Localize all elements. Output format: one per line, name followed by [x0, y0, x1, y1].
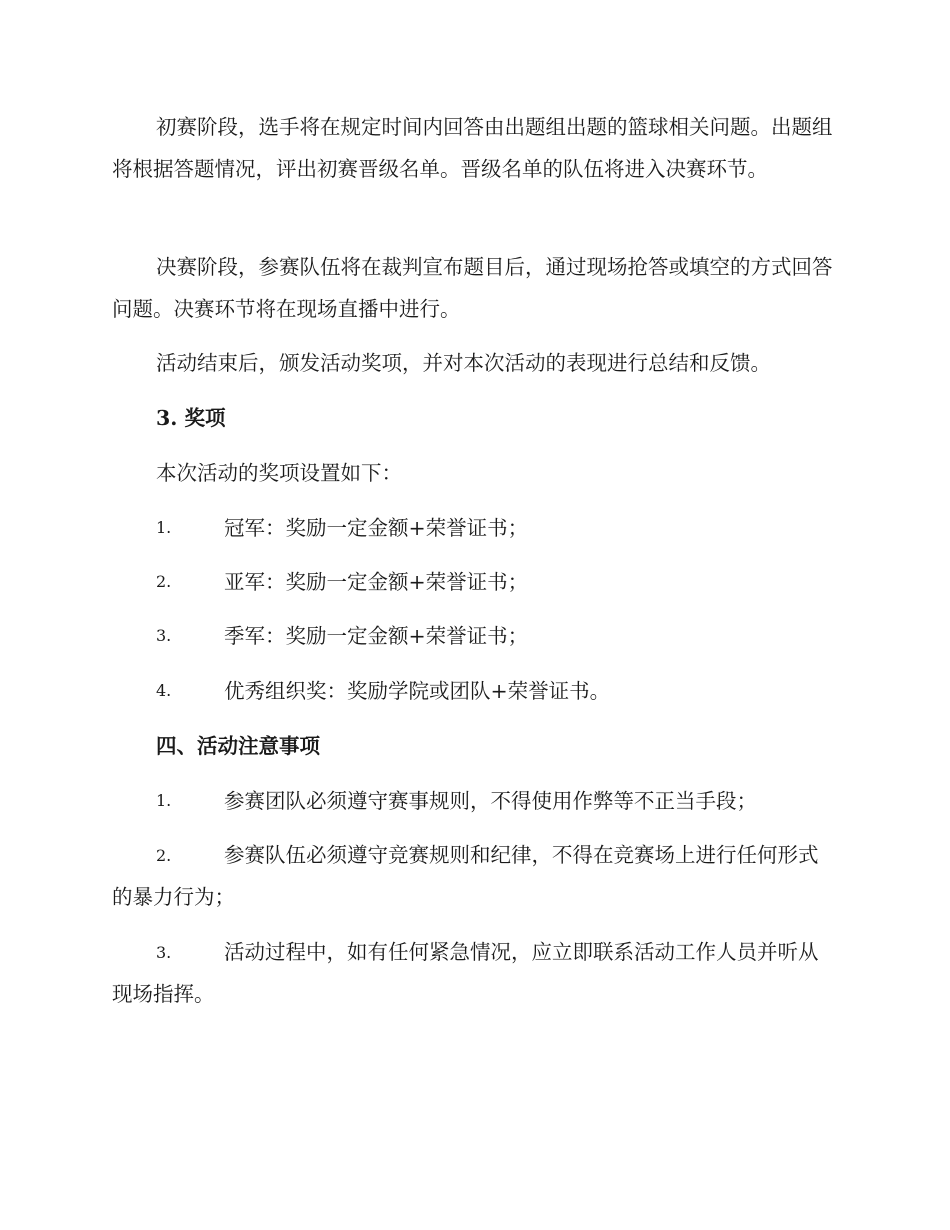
award-text: 季军：奖励一定金额+荣誉证书；	[224, 624, 529, 648]
note-text: 参赛团队必须遵守赛事规则，不得使用作弊等不正当手段；	[224, 789, 757, 813]
award-text: 亚军：奖励一定金额+荣誉证书；	[224, 570, 529, 594]
section-heading-notes: 四、活动注意事项	[156, 734, 320, 758]
list-number: 3.	[156, 943, 172, 962]
list-number: 1.	[156, 791, 172, 810]
paragraph-final: 决赛阶段，参赛队伍将在裁判宣布题目后，通过现场抢答或填空的方式回答问题。决赛环节将在现场直播中进行。	[112, 255, 833, 321]
paragraph-closing: 活动结束后，颁发活动奖项，并对本次活动的表现进行总结和反馈。	[156, 351, 771, 375]
paragraph-preliminary: 初赛阶段，选手将在规定时间内回答由出题组出题的篮球相关问题。出题组将根据答题情况，评出初赛晋级名单。晋级名单的队伍将进入决赛环节。	[112, 115, 833, 181]
list-number: 2.	[156, 572, 172, 591]
note-text: 参赛队伍必须遵守竞赛规则和纪律，不得在竞赛场上进行任何形式的暴力行为；	[112, 843, 819, 909]
awards-intro: 本次活动的奖项设置如下：	[156, 461, 402, 485]
note-item	[112, 835, 838, 918]
note-text: 活动过程中，如有任何紧急情况，应立即联系活动工作人员并听从现场指挥。	[112, 940, 819, 1006]
award-text: 冠军：奖励一定金额+荣誉证书；	[224, 516, 529, 540]
list-number: 1.	[156, 518, 172, 537]
award-text: 优秀组织奖：奖励学院或团队+荣誉证书。	[224, 679, 611, 703]
note-item	[112, 932, 838, 1015]
list-number: 4.	[156, 681, 172, 700]
list-number: 2.	[156, 846, 172, 865]
list-number: 3.	[156, 626, 172, 645]
section-heading-awards: 3. 奖项	[156, 406, 226, 430]
